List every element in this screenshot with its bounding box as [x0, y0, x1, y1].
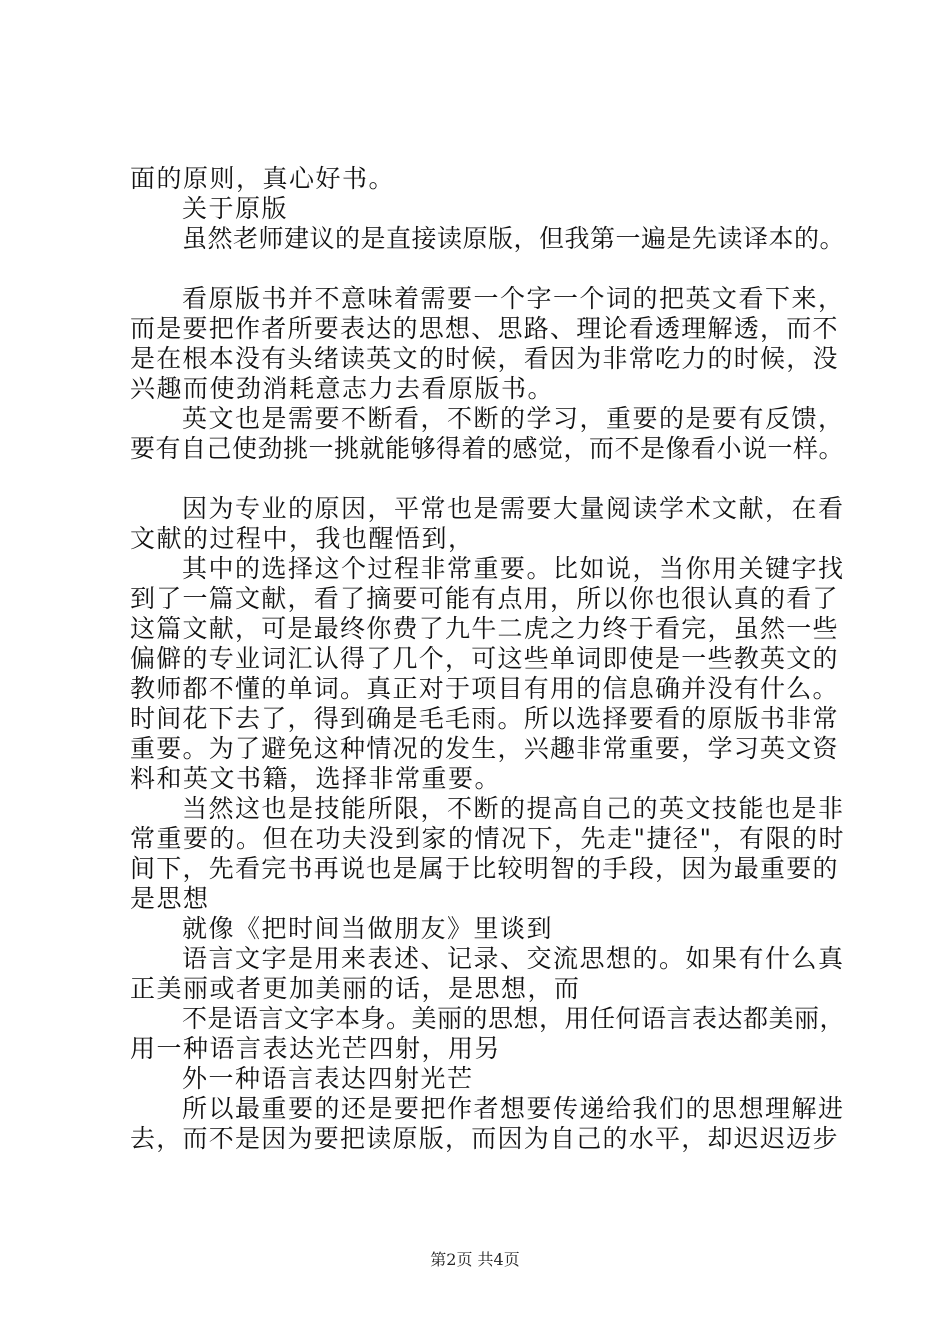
text-line: 去，而不是因为要把读原版，而因为自己的水平，却迟迟迈步 — [130, 1124, 839, 1153]
text-line: 间下，先看完书再说也是属于比较明智的手段，因为最重要的 — [130, 854, 839, 883]
text-line: 因为专业的原因，平常也是需要大量阅读学术文献，在看 — [182, 494, 845, 523]
text-line: 兴趣而使劲消耗意志力去看原版书。 — [130, 374, 555, 403]
text-line: 时间花下去了，得到确是毛毛雨。所以选择要看的原版书非常 — [130, 704, 839, 733]
text-line: 其中的选择这个过程非常重要。比如说，当你用关键字找 — [182, 554, 845, 583]
text-line: 正美丽或者更加美丽的话，是思想，而 — [130, 974, 581, 1003]
text-line: 这篇文献，可是最终你费了九牛二虎之力终于看完，虽然一些 — [130, 614, 839, 643]
text-line: 不是语言文字本身。美丽的思想，用任何语言表达都美丽， — [182, 1004, 846, 1033]
text-line: 偏僻的专业词汇认得了几个，可这些单词即使是一些教英文的 — [130, 644, 839, 673]
text-line: 重要。为了避免这种情况的发生，兴趣非常重要，学习英文资 — [130, 734, 839, 763]
paragraph-gap — [130, 464, 845, 494]
text-line: 到了一篇文献，看了摘要可能有点用，所以你也很认真的看了 — [130, 584, 839, 613]
text-line: 虽然老师建议的是直接读原版，但我第一遍是先读译本的。 — [182, 224, 846, 253]
text-line: 看原版书并不意味着需要一个字一个词的把英文看下来， — [182, 284, 845, 313]
text-line: 料和英文书籍，选择非常重要。 — [130, 764, 502, 793]
document-body — [130, 164, 845, 1154]
text-line: 要有自己使劲挑一挑就能够得着的感觉，而不是像看小说一样。 — [130, 434, 845, 463]
text-line: 是在根本没有头绪读英文的时候，看因为非常吃力的时候，没 — [130, 344, 839, 373]
text-line: 当然这也是技能所限，不断的提高自己的英文技能也是非 — [182, 794, 845, 823]
section-heading: 关于原版 — [182, 194, 289, 223]
paragraph-gap — [130, 254, 845, 284]
text-line: 就像《把时间当做朋友》里谈到 — [182, 914, 554, 943]
text-line: 英文也是需要不断看，不断的学习，重要的是要有反馈， — [182, 404, 845, 433]
text-line: 常重要的。但在功夫没到家的情况下，先走"捷径"，有限的时 — [130, 824, 846, 853]
text-line: 面的原则，真心好书。 — [130, 164, 396, 193]
page-footer: 第2页 共4页 — [430, 1250, 520, 1269]
text-line: 所以最重要的还是要把作者想要传递给我们的思想理解进 — [182, 1094, 845, 1123]
text-line: 文献的过程中，我也醒悟到， — [130, 524, 475, 553]
text-line: 外一种语言表达四射光芒 — [182, 1064, 474, 1093]
text-line: 而是要把作者所要表达的思想、思路、理论看透理解透，而不 — [130, 314, 839, 343]
text-line: 教师都不懂的单词。真正对于项目有用的信息确并没有什么。 — [130, 674, 839, 703]
text-line: 用一种语言表达光芒四射，用另 — [130, 1034, 502, 1063]
text-line: 语言文字是用来表述、记录、交流思想的。如果有什么真 — [182, 944, 845, 973]
text-line: 是思想 — [130, 884, 210, 913]
